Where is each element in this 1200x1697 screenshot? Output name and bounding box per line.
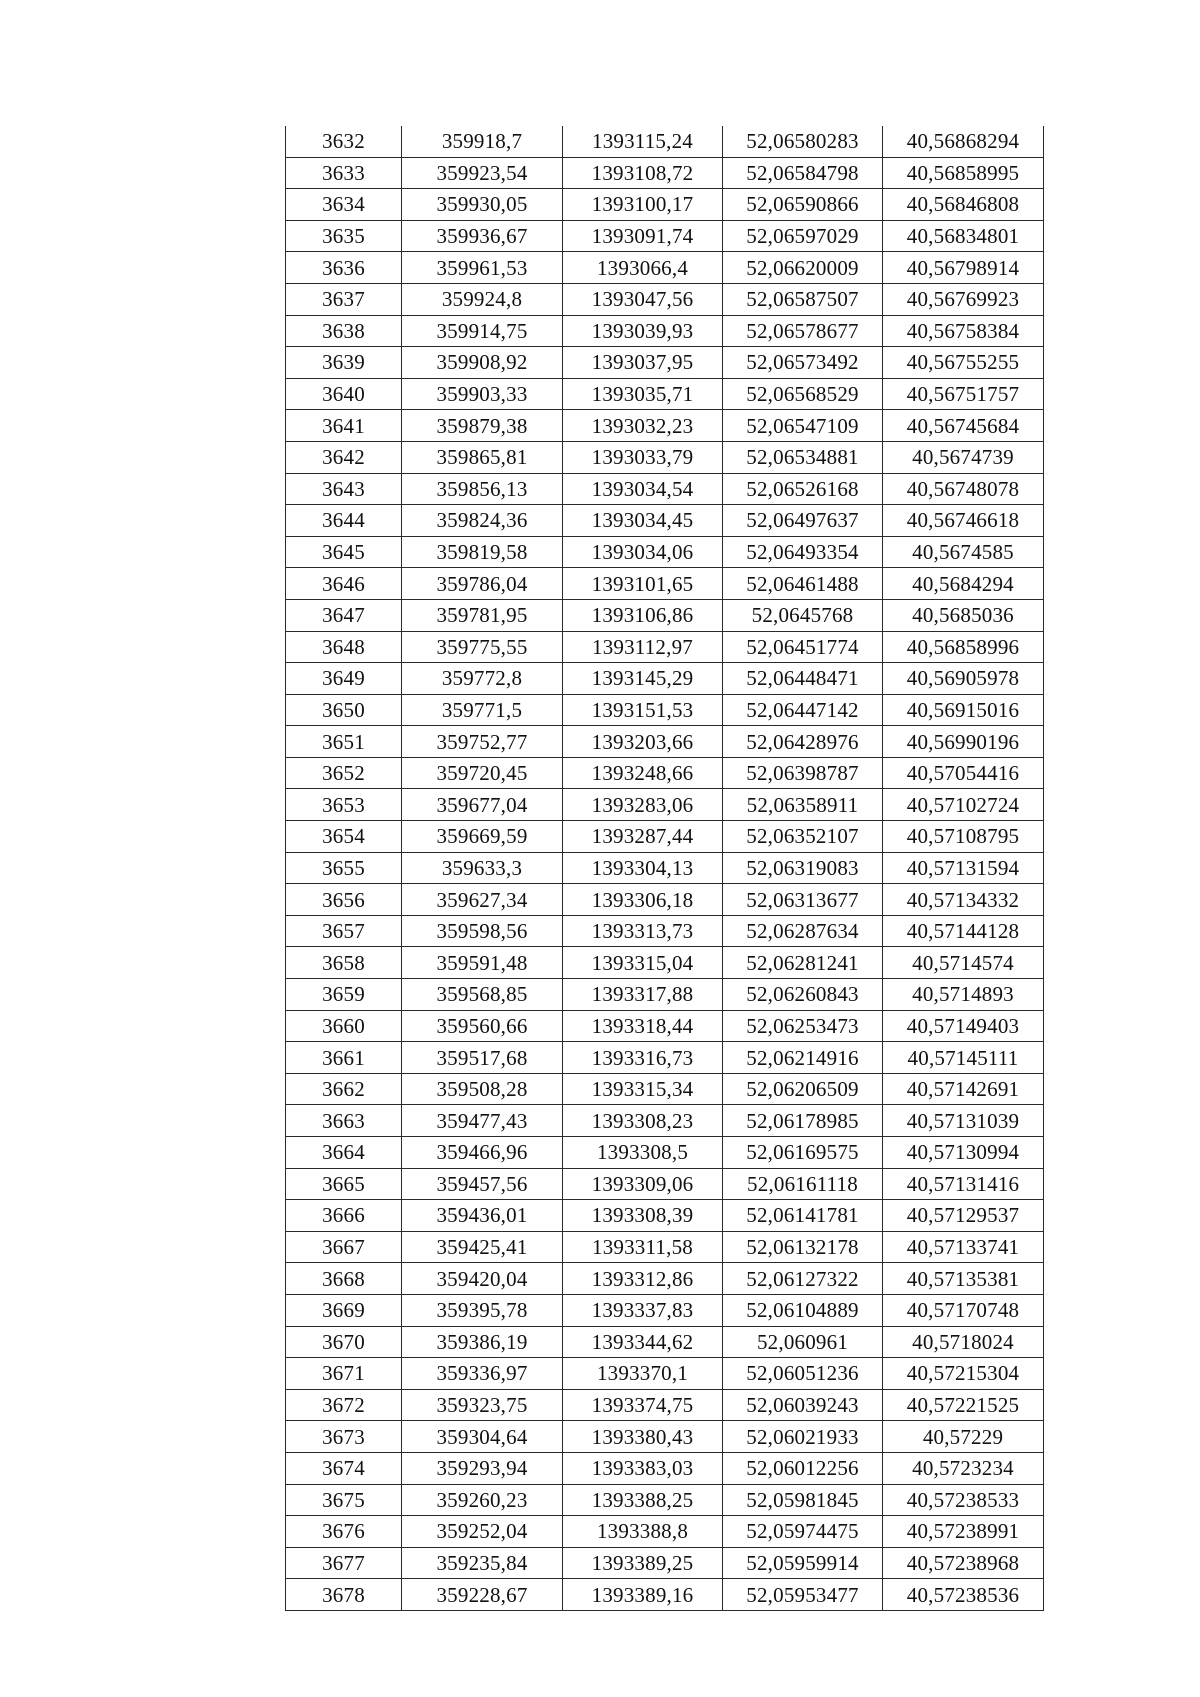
y-coordinate-cell: 1393033,79 <box>563 441 723 473</box>
point-number-cell: 3655 <box>286 852 402 884</box>
latitude-cell: 52,06313677 <box>723 884 883 916</box>
x-coordinate-cell: 359771,5 <box>402 694 563 726</box>
latitude-cell: 52,06428976 <box>723 726 883 758</box>
point-number-cell: 3664 <box>286 1137 402 1169</box>
point-number-cell: 3650 <box>286 694 402 726</box>
x-coordinate-cell: 359914,75 <box>402 315 563 347</box>
y-coordinate-cell: 1393308,39 <box>563 1200 723 1232</box>
table-row <box>286 1579 1044 1611</box>
latitude-cell: 52,06587507 <box>723 283 883 315</box>
y-coordinate-cell: 1393308,23 <box>563 1105 723 1137</box>
y-coordinate-cell: 1393203,66 <box>563 726 723 758</box>
longitude-cell: 40,57215304 <box>883 1358 1044 1390</box>
y-coordinate-cell: 1393101,65 <box>563 568 723 600</box>
table-row <box>286 283 1044 315</box>
x-coordinate-cell: 359420,04 <box>402 1263 563 1295</box>
longitude-cell: 40,57054416 <box>883 757 1044 789</box>
x-coordinate-cell: 359386,19 <box>402 1326 563 1358</box>
point-number-cell: 3667 <box>286 1231 402 1263</box>
y-coordinate-cell: 1393313,73 <box>563 915 723 947</box>
x-coordinate-cell: 359568,85 <box>402 979 563 1011</box>
latitude-cell: 52,06104889 <box>723 1294 883 1326</box>
y-coordinate-cell: 1393066,4 <box>563 252 723 284</box>
x-coordinate-cell: 359260,23 <box>402 1484 563 1516</box>
x-coordinate-cell: 359775,55 <box>402 631 563 663</box>
table-row <box>286 410 1044 442</box>
y-coordinate-cell: 1393304,13 <box>563 852 723 884</box>
longitude-cell: 40,56745684 <box>883 410 1044 442</box>
table-row <box>286 1042 1044 1074</box>
latitude-cell: 52,06253473 <box>723 1010 883 1042</box>
y-coordinate-cell: 1393091,74 <box>563 220 723 252</box>
latitude-cell: 52,05981845 <box>723 1484 883 1516</box>
longitude-cell: 40,57142691 <box>883 1073 1044 1105</box>
point-number-cell: 3668 <box>286 1263 402 1295</box>
y-coordinate-cell: 1393047,56 <box>563 283 723 315</box>
y-coordinate-cell: 1393034,06 <box>563 536 723 568</box>
point-number-cell: 3639 <box>286 347 402 379</box>
table-row <box>286 1358 1044 1390</box>
table-row <box>286 694 1044 726</box>
longitude-cell: 40,5684294 <box>883 568 1044 600</box>
x-coordinate-cell: 359228,67 <box>402 1579 563 1611</box>
y-coordinate-cell: 1393115,24 <box>563 126 723 157</box>
point-number-cell: 3644 <box>286 505 402 537</box>
longitude-cell: 40,56846808 <box>883 189 1044 221</box>
x-coordinate-cell: 359819,58 <box>402 536 563 568</box>
y-coordinate-cell: 1393032,23 <box>563 410 723 442</box>
y-coordinate-cell: 1393388,8 <box>563 1516 723 1548</box>
y-coordinate-cell: 1393035,71 <box>563 378 723 410</box>
latitude-cell: 52,06447142 <box>723 694 883 726</box>
longitude-cell: 40,57129537 <box>883 1200 1044 1232</box>
longitude-cell: 40,56915016 <box>883 694 1044 726</box>
y-coordinate-cell: 1393317,88 <box>563 979 723 1011</box>
table-row <box>286 663 1044 695</box>
table-row <box>286 1137 1044 1169</box>
point-number-cell: 3658 <box>286 947 402 979</box>
point-number-cell: 3663 <box>286 1105 402 1137</box>
longitude-cell: 40,57131594 <box>883 852 1044 884</box>
table-row <box>286 505 1044 537</box>
latitude-cell: 52,06214916 <box>723 1042 883 1074</box>
x-coordinate-cell: 359677,04 <box>402 789 563 821</box>
x-coordinate-cell: 359903,33 <box>402 378 563 410</box>
x-coordinate-cell: 359235,84 <box>402 1547 563 1579</box>
y-coordinate-cell: 1393318,44 <box>563 1010 723 1042</box>
longitude-cell: 40,57130994 <box>883 1137 1044 1169</box>
point-number-cell: 3669 <box>286 1294 402 1326</box>
longitude-cell: 40,56751757 <box>883 378 1044 410</box>
table-row <box>286 947 1044 979</box>
table-row <box>286 979 1044 1011</box>
point-number-cell: 3632 <box>286 126 402 157</box>
point-number-cell: 3674 <box>286 1452 402 1484</box>
table-row <box>286 252 1044 284</box>
latitude-cell: 52,06012256 <box>723 1452 883 1484</box>
table-row <box>286 915 1044 947</box>
x-coordinate-cell: 359930,05 <box>402 189 563 221</box>
latitude-cell: 52,06497637 <box>723 505 883 537</box>
y-coordinate-cell: 1393034,45 <box>563 505 723 537</box>
point-number-cell: 3653 <box>286 789 402 821</box>
point-number-cell: 3676 <box>286 1516 402 1548</box>
latitude-cell: 52,06461488 <box>723 568 883 600</box>
x-coordinate-cell: 359918,7 <box>402 126 563 157</box>
longitude-cell: 40,5685036 <box>883 599 1044 631</box>
longitude-cell: 40,57238533 <box>883 1484 1044 1516</box>
latitude-cell: 52,06132178 <box>723 1231 883 1263</box>
point-number-cell: 3665 <box>286 1168 402 1200</box>
latitude-cell: 52,06620009 <box>723 252 883 284</box>
y-coordinate-cell: 1393034,54 <box>563 473 723 505</box>
longitude-cell: 40,57102724 <box>883 789 1044 821</box>
table-row <box>286 189 1044 221</box>
x-coordinate-cell: 359786,04 <box>402 568 563 600</box>
latitude-cell: 52,06169575 <box>723 1137 883 1169</box>
point-number-cell: 3652 <box>286 757 402 789</box>
latitude-cell: 52,06281241 <box>723 947 883 979</box>
latitude-cell: 52,06141781 <box>723 1200 883 1232</box>
y-coordinate-cell: 1393315,04 <box>563 947 723 979</box>
y-coordinate-cell: 1393248,66 <box>563 757 723 789</box>
x-coordinate-cell: 359865,81 <box>402 441 563 473</box>
table-row <box>286 852 1044 884</box>
latitude-cell: 52,06206509 <box>723 1073 883 1105</box>
y-coordinate-cell: 1393374,75 <box>563 1389 723 1421</box>
y-coordinate-cell: 1393370,1 <box>563 1358 723 1390</box>
x-coordinate-cell: 359781,95 <box>402 599 563 631</box>
latitude-cell: 52,06590866 <box>723 189 883 221</box>
y-coordinate-cell: 1393316,73 <box>563 1042 723 1074</box>
longitude-cell: 40,56769923 <box>883 283 1044 315</box>
table-row <box>286 1484 1044 1516</box>
y-coordinate-cell: 1393388,25 <box>563 1484 723 1516</box>
y-coordinate-cell: 1393100,17 <box>563 189 723 221</box>
point-number-cell: 3657 <box>286 915 402 947</box>
x-coordinate-cell: 359466,96 <box>402 1137 563 1169</box>
x-coordinate-cell: 359824,36 <box>402 505 563 537</box>
longitude-cell: 40,57170748 <box>883 1294 1044 1326</box>
x-coordinate-cell: 359457,56 <box>402 1168 563 1200</box>
x-coordinate-cell: 359923,54 <box>402 157 563 189</box>
x-coordinate-cell: 359627,34 <box>402 884 563 916</box>
point-number-cell: 3635 <box>286 220 402 252</box>
x-coordinate-cell: 359720,45 <box>402 757 563 789</box>
table-row <box>286 1421 1044 1453</box>
y-coordinate-cell: 1393283,06 <box>563 789 723 821</box>
table-row <box>286 726 1044 758</box>
point-number-cell: 3670 <box>286 1326 402 1358</box>
table-row <box>286 126 1044 157</box>
table-row <box>286 536 1044 568</box>
table-row <box>286 1010 1044 1042</box>
latitude-cell: 52,05974475 <box>723 1516 883 1548</box>
latitude-cell: 52,06039243 <box>723 1389 883 1421</box>
table-row <box>286 1326 1044 1358</box>
point-number-cell: 3656 <box>286 884 402 916</box>
x-coordinate-cell: 359633,3 <box>402 852 563 884</box>
y-coordinate-cell: 1393145,29 <box>563 663 723 695</box>
latitude-cell: 52,06178985 <box>723 1105 883 1137</box>
point-number-cell: 3647 <box>286 599 402 631</box>
longitude-cell: 40,57145111 <box>883 1042 1044 1074</box>
x-coordinate-cell: 359425,41 <box>402 1231 563 1263</box>
table-row <box>286 315 1044 347</box>
point-number-cell: 3642 <box>286 441 402 473</box>
latitude-cell: 52,05953477 <box>723 1579 883 1611</box>
latitude-cell: 52,06161118 <box>723 1168 883 1200</box>
latitude-cell: 52,06021933 <box>723 1421 883 1453</box>
longitude-cell: 40,57238536 <box>883 1579 1044 1611</box>
latitude-cell: 52,06127322 <box>723 1263 883 1295</box>
table-row <box>286 789 1044 821</box>
longitude-cell: 40,56746618 <box>883 505 1044 537</box>
longitude-cell: 40,5674585 <box>883 536 1044 568</box>
latitude-cell: 52,06352107 <box>723 821 883 853</box>
x-coordinate-cell: 359924,8 <box>402 283 563 315</box>
longitude-cell: 40,57149403 <box>883 1010 1044 1042</box>
point-number-cell: 3675 <box>286 1484 402 1516</box>
x-coordinate-cell: 359293,94 <box>402 1452 563 1484</box>
x-coordinate-cell: 359395,78 <box>402 1294 563 1326</box>
latitude-cell: 52,06584798 <box>723 157 883 189</box>
point-number-cell: 3661 <box>286 1042 402 1074</box>
y-coordinate-cell: 1393383,03 <box>563 1452 723 1484</box>
table-row <box>286 821 1044 853</box>
y-coordinate-cell: 1393037,95 <box>563 347 723 379</box>
latitude-cell: 52,06451774 <box>723 631 883 663</box>
y-coordinate-cell: 1393151,53 <box>563 694 723 726</box>
longitude-cell: 40,56758384 <box>883 315 1044 347</box>
longitude-cell: 40,57108795 <box>883 821 1044 853</box>
table-row <box>286 378 1044 410</box>
point-number-cell: 3678 <box>286 1579 402 1611</box>
longitude-cell: 40,57221525 <box>883 1389 1044 1421</box>
point-number-cell: 3648 <box>286 631 402 663</box>
latitude-cell: 52,06319083 <box>723 852 883 884</box>
table-row <box>286 1294 1044 1326</box>
x-coordinate-cell: 359752,77 <box>402 726 563 758</box>
latitude-cell: 52,06580283 <box>723 126 883 157</box>
latitude-cell: 52,060961 <box>723 1326 883 1358</box>
y-coordinate-cell: 1393315,34 <box>563 1073 723 1105</box>
y-coordinate-cell: 1393389,16 <box>563 1579 723 1611</box>
longitude-cell: 40,57238968 <box>883 1547 1044 1579</box>
table-row <box>286 441 1044 473</box>
point-number-cell: 3640 <box>286 378 402 410</box>
x-coordinate-cell: 359477,43 <box>402 1105 563 1137</box>
x-coordinate-cell: 359560,66 <box>402 1010 563 1042</box>
x-coordinate-cell: 359598,56 <box>402 915 563 947</box>
table-row <box>286 1516 1044 1548</box>
latitude-cell: 52,06358911 <box>723 789 883 821</box>
x-coordinate-cell: 359508,28 <box>402 1073 563 1105</box>
point-number-cell: 3634 <box>286 189 402 221</box>
longitude-cell: 40,57133741 <box>883 1231 1044 1263</box>
latitude-cell: 52,06534881 <box>723 441 883 473</box>
longitude-cell: 40,57229 <box>883 1421 1044 1453</box>
point-number-cell: 3671 <box>286 1358 402 1390</box>
point-number-cell: 3645 <box>286 536 402 568</box>
longitude-cell: 40,57135381 <box>883 1263 1044 1295</box>
table-row <box>286 1231 1044 1263</box>
latitude-cell: 52,06260843 <box>723 979 883 1011</box>
x-coordinate-cell: 359591,48 <box>402 947 563 979</box>
x-coordinate-cell: 359772,8 <box>402 663 563 695</box>
latitude-cell: 52,06398787 <box>723 757 883 789</box>
latitude-cell: 52,0645768 <box>723 599 883 631</box>
table-row <box>286 1547 1044 1579</box>
point-number-cell: 3641 <box>286 410 402 442</box>
table-row <box>286 473 1044 505</box>
y-coordinate-cell: 1393311,58 <box>563 1231 723 1263</box>
longitude-cell: 40,5674739 <box>883 441 1044 473</box>
y-coordinate-cell: 1393306,18 <box>563 884 723 916</box>
x-coordinate-cell: 359669,59 <box>402 821 563 853</box>
point-number-cell: 3672 <box>286 1389 402 1421</box>
table-row <box>286 1168 1044 1200</box>
point-number-cell: 3666 <box>286 1200 402 1232</box>
x-coordinate-cell: 359336,97 <box>402 1358 563 1390</box>
y-coordinate-cell: 1393112,97 <box>563 631 723 663</box>
latitude-cell: 52,06568529 <box>723 378 883 410</box>
longitude-cell: 40,5723234 <box>883 1452 1044 1484</box>
latitude-cell: 52,05959914 <box>723 1547 883 1579</box>
longitude-cell: 40,56905978 <box>883 663 1044 695</box>
table-row <box>286 220 1044 252</box>
point-number-cell: 3646 <box>286 568 402 600</box>
longitude-cell: 40,56858996 <box>883 631 1044 663</box>
table-row <box>286 1073 1044 1105</box>
latitude-cell: 52,06051236 <box>723 1358 883 1390</box>
y-coordinate-cell: 1393389,25 <box>563 1547 723 1579</box>
latitude-cell: 52,06578677 <box>723 315 883 347</box>
y-coordinate-cell: 1393287,44 <box>563 821 723 853</box>
x-coordinate-cell: 359517,68 <box>402 1042 563 1074</box>
table-row <box>286 157 1044 189</box>
y-coordinate-cell: 1393312,86 <box>563 1263 723 1295</box>
y-coordinate-cell: 1393308,5 <box>563 1137 723 1169</box>
y-coordinate-cell: 1393039,93 <box>563 315 723 347</box>
point-number-cell: 3659 <box>286 979 402 1011</box>
table-row <box>286 599 1044 631</box>
point-number-cell: 3677 <box>286 1547 402 1579</box>
longitude-cell: 40,56868294 <box>883 126 1044 157</box>
point-number-cell: 3673 <box>286 1421 402 1453</box>
point-number-cell: 3643 <box>286 473 402 505</box>
longitude-cell: 40,56748078 <box>883 473 1044 505</box>
x-coordinate-cell: 359908,92 <box>402 347 563 379</box>
x-coordinate-cell: 359304,64 <box>402 1421 563 1453</box>
point-number-cell: 3654 <box>286 821 402 853</box>
x-coordinate-cell: 359252,04 <box>402 1516 563 1548</box>
table-row <box>286 347 1044 379</box>
x-coordinate-cell: 359856,13 <box>402 473 563 505</box>
point-number-cell: 3633 <box>286 157 402 189</box>
longitude-cell: 40,5718024 <box>883 1326 1044 1358</box>
latitude-cell: 52,06526168 <box>723 473 883 505</box>
table-row <box>286 631 1044 663</box>
x-coordinate-cell: 359323,75 <box>402 1389 563 1421</box>
y-coordinate-cell: 1393108,72 <box>563 157 723 189</box>
table-row <box>286 1389 1044 1421</box>
table-row <box>286 1105 1044 1137</box>
table-row <box>286 757 1044 789</box>
x-coordinate-cell: 359936,67 <box>402 220 563 252</box>
latitude-cell: 52,06448471 <box>723 663 883 695</box>
latitude-cell: 52,06493354 <box>723 536 883 568</box>
longitude-cell: 40,56990196 <box>883 726 1044 758</box>
longitude-cell: 40,57144128 <box>883 915 1044 947</box>
point-number-cell: 3649 <box>286 663 402 695</box>
coordinates-table-body <box>286 126 1044 1610</box>
coordinates-table <box>285 126 1044 1611</box>
x-coordinate-cell: 359879,38 <box>402 410 563 442</box>
y-coordinate-cell: 1393380,43 <box>563 1421 723 1453</box>
longitude-cell: 40,56834801 <box>883 220 1044 252</box>
longitude-cell: 40,5714893 <box>883 979 1044 1011</box>
latitude-cell: 52,06573492 <box>723 347 883 379</box>
point-number-cell: 3636 <box>286 252 402 284</box>
latitude-cell: 52,06547109 <box>723 410 883 442</box>
x-coordinate-cell: 359961,53 <box>402 252 563 284</box>
latitude-cell: 52,06597029 <box>723 220 883 252</box>
longitude-cell: 40,56798914 <box>883 252 1044 284</box>
table-row <box>286 1452 1044 1484</box>
longitude-cell: 40,5714574 <box>883 947 1044 979</box>
table-row <box>286 1263 1044 1295</box>
point-number-cell: 3660 <box>286 1010 402 1042</box>
y-coordinate-cell: 1393309,06 <box>563 1168 723 1200</box>
latitude-cell: 52,06287634 <box>723 915 883 947</box>
longitude-cell: 40,57131416 <box>883 1168 1044 1200</box>
y-coordinate-cell: 1393106,86 <box>563 599 723 631</box>
point-number-cell: 3662 <box>286 1073 402 1105</box>
longitude-cell: 40,57238991 <box>883 1516 1044 1548</box>
table-row <box>286 884 1044 916</box>
point-number-cell: 3638 <box>286 315 402 347</box>
x-coordinate-cell: 359436,01 <box>402 1200 563 1232</box>
y-coordinate-cell: 1393337,83 <box>563 1294 723 1326</box>
point-number-cell: 3651 <box>286 726 402 758</box>
longitude-cell: 40,56858995 <box>883 157 1044 189</box>
longitude-cell: 40,57131039 <box>883 1105 1044 1137</box>
point-number-cell: 3637 <box>286 283 402 315</box>
table-row <box>286 1200 1044 1232</box>
table-row <box>286 568 1044 600</box>
longitude-cell: 40,56755255 <box>883 347 1044 379</box>
longitude-cell: 40,57134332 <box>883 884 1044 916</box>
y-coordinate-cell: 1393344,62 <box>563 1326 723 1358</box>
